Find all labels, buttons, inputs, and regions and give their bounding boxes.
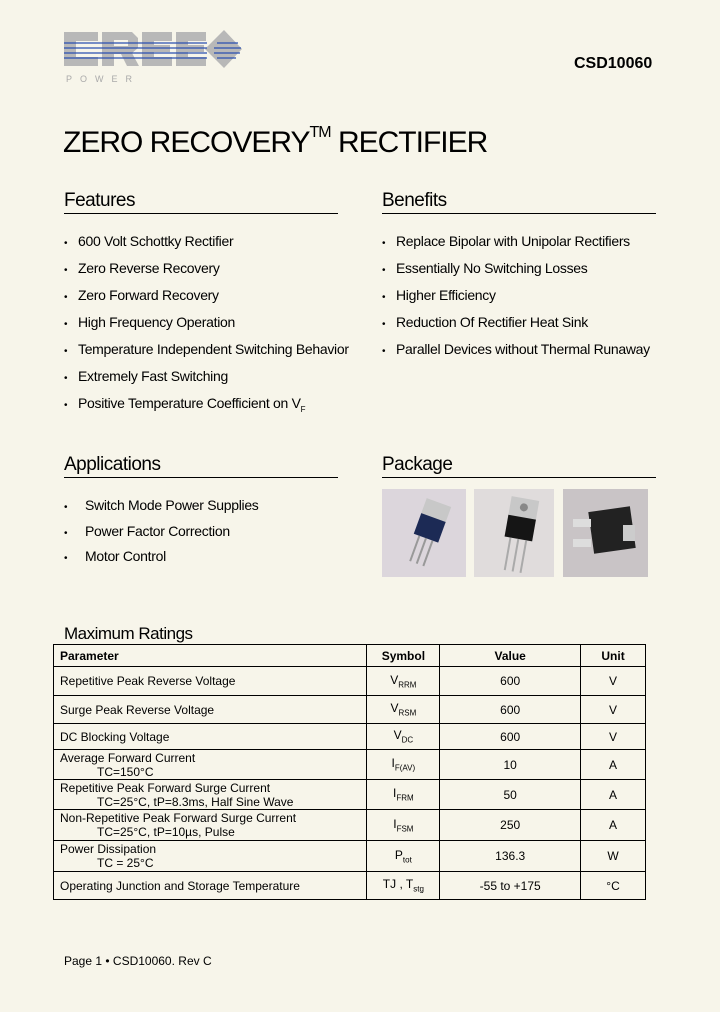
symbol-cell: $V_{DC}$ (367, 724, 440, 750)
parameter-cell: Non-Repetitive Peak Forward Surge Current TC=25°C, tP=10µs, Pulse (54, 810, 367, 841)
applications-list: • Switch Mode Power Supplies • Power Factor Correction • Motor Control (64, 497, 259, 564)
table-row (54, 667, 646, 696)
value-cell: 600 (440, 667, 581, 696)
parameter-cell: Surge Peak Reverse Voltage (54, 696, 367, 724)
unit-cell: V (581, 696, 646, 724)
parameter-cell: Repetitive Peak Reverse Voltage (54, 667, 367, 696)
unit-cell: A (581, 750, 646, 780)
maximum-ratings-table (53, 644, 646, 900)
symbol-cell: TJ , $T_{stg}$ (367, 872, 440, 900)
value-cell: 50 (440, 780, 581, 810)
symbol-cell: $I_{FSM}$ (367, 810, 440, 841)
applications-heading: Applications (64, 454, 338, 478)
value-cell: 136.3 (440, 841, 581, 872)
svg-text:POWER: POWER (66, 74, 141, 84)
to220-package-image-2 (474, 489, 554, 577)
table-row (54, 841, 646, 872)
page-title: ZERO RECOVERY™ RECTIFIER (63, 124, 488, 159)
parameter-cell: Average Forward Current TC=150°C (54, 750, 367, 780)
unit-cell: V (581, 724, 646, 750)
parameter-cell: Operating Junction and Storage Temperature (54, 872, 367, 900)
table-row (54, 810, 646, 841)
unit-cell: V (581, 667, 646, 696)
unit-cell: W (581, 841, 646, 872)
to220-package-image (382, 489, 466, 577)
table-row (54, 872, 646, 900)
symbol-cell: $I_{F(AV)}$ (367, 750, 440, 780)
features-heading: Features (64, 190, 338, 214)
symbol-cell: $P_{tot}$ (367, 841, 440, 872)
unit-cell: °C (581, 872, 646, 900)
value-cell: 250 (440, 810, 581, 841)
unit-cell: A (581, 780, 646, 810)
value-cell: -55 to +175 (440, 872, 581, 900)
parameter-cell: Power Dissipation TC = 25°C (54, 841, 367, 872)
symbol-cell: $V_{RSM}$ (367, 696, 440, 724)
part-number: CSD10060 (574, 55, 653, 72)
benefits-list: • Replace Bipolar with Unipolar Rectifiers • Essentially No Switching Losses • Higher Efficiency • Reduction Of Rectifier Heat Sink • Parallel Devices without Thermal Runaway (382, 233, 650, 357)
package-heading: Package (382, 454, 656, 478)
symbol-cell: $V_{RRM}$ (367, 667, 440, 696)
parameter-cell: Repetitive Peak Forward Surge Current TC=25°C, tP=8.3ms, Half Sine Wave (54, 780, 367, 810)
symbol-cell: $I_{FRM}$ (367, 780, 440, 810)
table-row (54, 780, 646, 810)
page-footer: Page 1 • CSD10060. Rev C (64, 954, 212, 968)
d2pak-package-image (563, 489, 648, 577)
table-header-row: Parameter Symbol Value Unit (54, 645, 646, 667)
table-row (54, 696, 646, 724)
value-cell: 10 (440, 750, 581, 780)
parameter-cell: DC Blocking Voltage (54, 724, 367, 750)
cree-logo (62, 30, 242, 85)
table-row (54, 724, 646, 750)
value-cell: 600 (440, 696, 581, 724)
unit-cell: A (581, 810, 646, 841)
maximum-ratings-heading: Maximum Ratings (64, 624, 193, 643)
value-cell: 600 (440, 724, 581, 750)
benefits-heading: Benefits (382, 190, 656, 214)
features-list: • 600 Volt Schottky Rectifier • Zero Reverse Recovery • Zero Forward Recovery • High Frequency Operation • Temperature Independent Switching Behavior • Extremely Fast Switching • Positive Temperature Coefficient on $V_F$ (64, 233, 349, 414)
table-row (54, 750, 646, 780)
